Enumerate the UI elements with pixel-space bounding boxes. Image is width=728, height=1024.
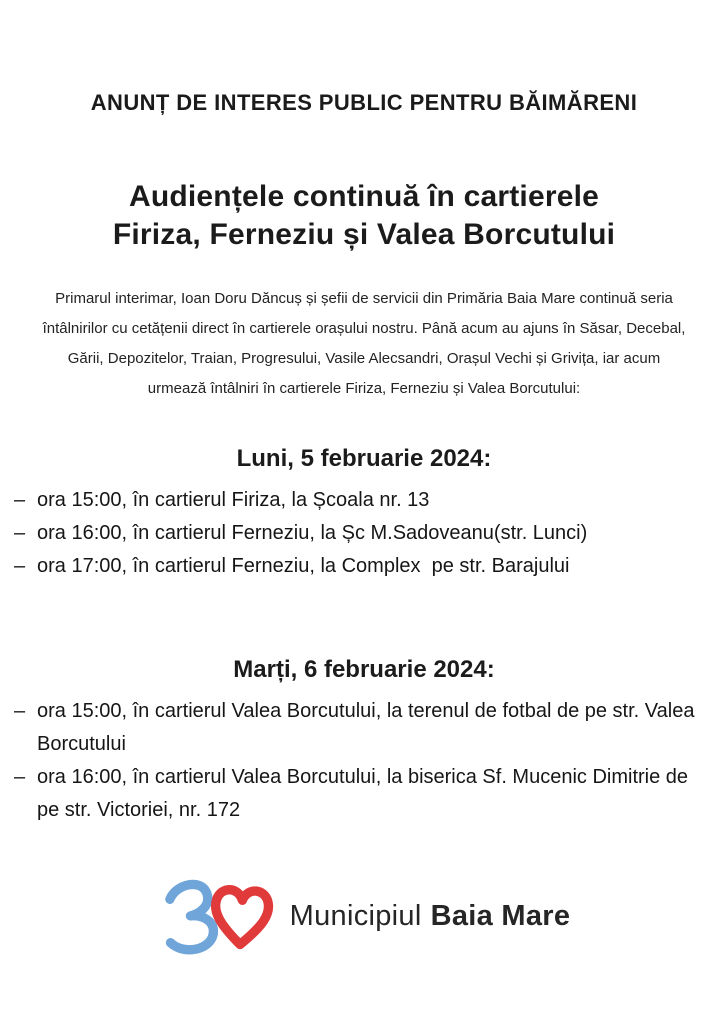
footer xyxy=(14,875,714,957)
schedule-day-tuesday xyxy=(14,655,714,827)
list-item xyxy=(14,517,714,550)
list-item xyxy=(14,484,714,517)
day-heading-monday: Luni, 5 februarie 2024: xyxy=(236,445,492,472)
dash-bullet: – xyxy=(14,522,26,544)
kicker-heading: ANUNȚ DE INTERES PUBLIC PENTRU BĂIMĂRENI xyxy=(90,90,638,115)
page-title-line-1: Audiențele continuă în cartierele xyxy=(128,180,600,213)
schedule-list-tuesday xyxy=(14,695,714,827)
logo-heart-shape xyxy=(213,889,269,946)
schedule-list-monday xyxy=(14,484,714,583)
list-item-text: ora 16:00, în cartierul Valea Borcutului, la biserica Sf. Mucenic Dimitrie de pe str. Victoriei, nr. 172 xyxy=(37,766,694,821)
org-name-regular: Municipiul xyxy=(289,899,422,932)
dash-bullet: – xyxy=(14,700,26,722)
intro-line: Gării, Depozitelor, Traian, Progresului, Vasile Alecsandri, Orașul Vechi și Grivița, iar acum xyxy=(67,350,661,367)
list-item xyxy=(14,761,714,827)
org-name-bold: Baia Mare xyxy=(430,899,571,932)
dash-bullet: – xyxy=(14,489,26,511)
dash-bullet: – xyxy=(14,766,26,788)
list-item-text: ora 15:00, în cartierul Valea Borcutului, la terenul de fotbal de pe str. Valea Borcutului xyxy=(37,700,701,755)
schedule-day-monday xyxy=(14,444,714,583)
list-item-text: ora 15:00, în cartierul Firiza, la Școala nr. 13 xyxy=(37,489,430,511)
list-item-text: ora 16:00, în cartierul Ferneziu, la Șc M.Sadoveanu(str. Lunci) xyxy=(37,522,588,544)
list-item-text: ora 17:00, în cartierul Ferneziu, la Complex pe str. Barajului xyxy=(37,555,570,577)
intro-line: Primarul interimar, Ioan Doru Dăncuș și șefii de servicii din Primăria Baia Mare continuă seria xyxy=(55,290,673,307)
logo-three-shape xyxy=(164,883,215,952)
dash-bullet: – xyxy=(14,555,26,577)
baia-mare-logo xyxy=(158,875,276,957)
day-heading-tuesday: Marți, 6 februarie 2024: xyxy=(233,656,495,683)
list-item xyxy=(14,550,714,583)
logo-text xyxy=(290,900,571,933)
page-title-line-2: Firiza, Ferneziu și Valea Borcutului xyxy=(112,218,616,251)
intro-paragraph xyxy=(14,284,714,404)
page-title xyxy=(14,178,714,254)
list-item xyxy=(14,695,714,761)
intro-line: întâlnirilor cu cetățenii direct în cartierele orașului nostru. Până acum au ajuns în Săsar, Decebal, xyxy=(42,320,686,337)
intro-line: urmează întâlniri în cartierele Firiza, Ferneziu și Valea Borcutului: xyxy=(147,380,581,397)
